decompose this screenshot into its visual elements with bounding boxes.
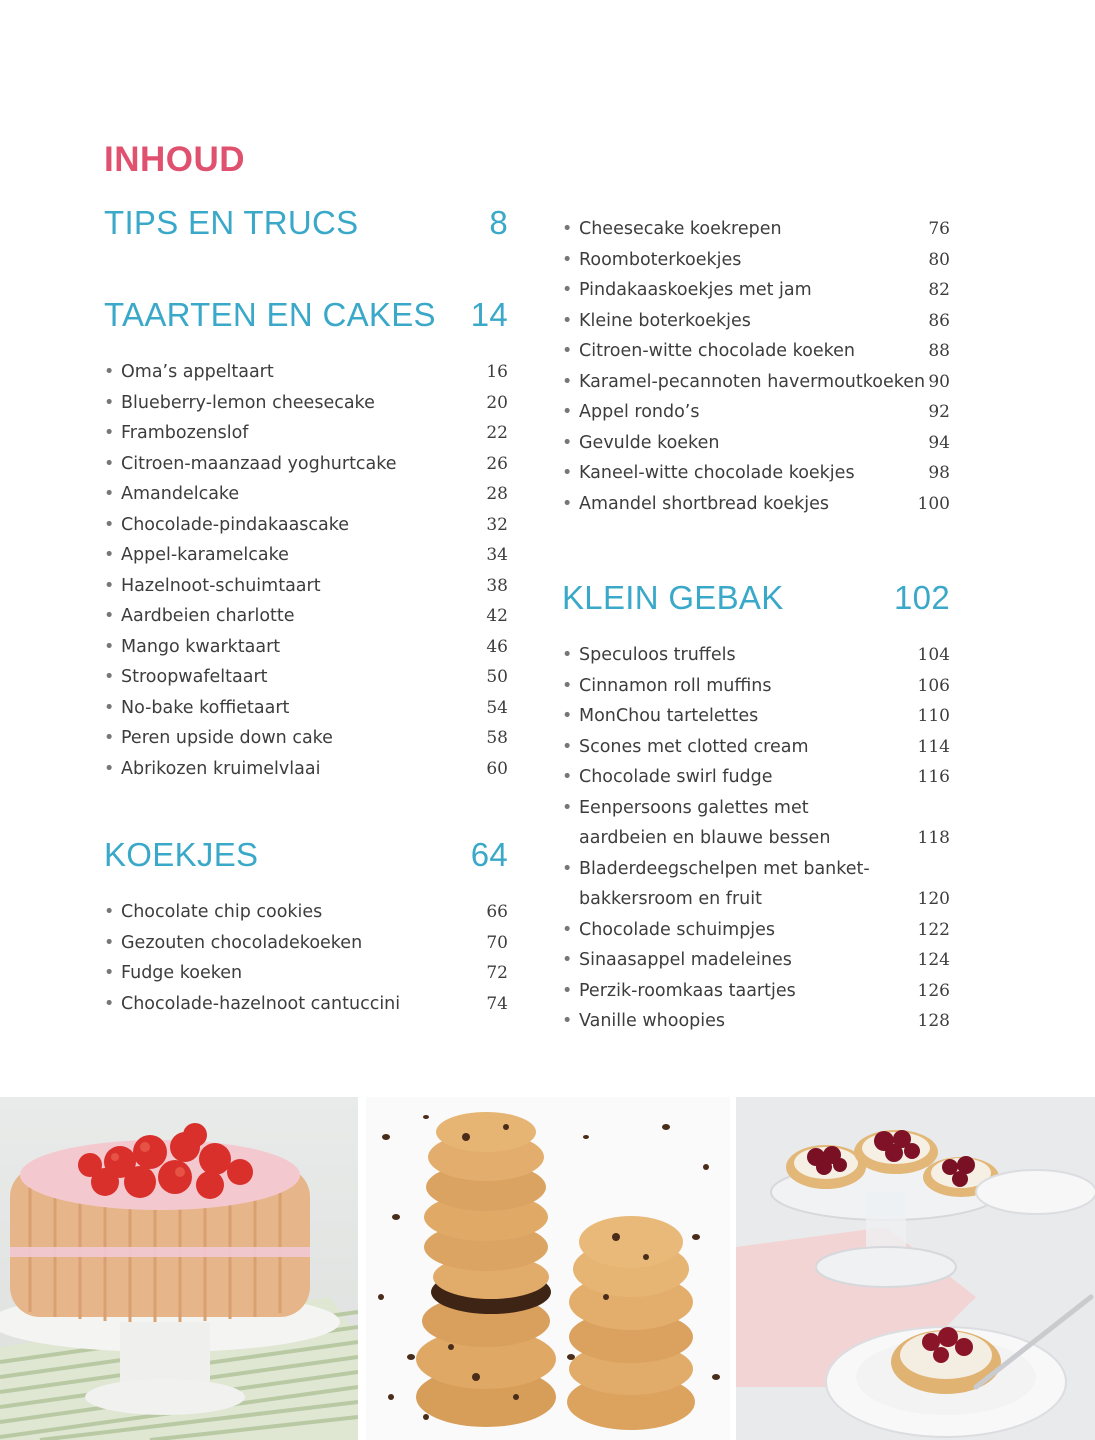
bullet-icon: • <box>562 341 573 361</box>
section-heading-klein-gebak[interactable] <box>562 573 950 623</box>
section-title: TIPS EN TRUCS <box>104 204 359 241</box>
bullet-icon: • <box>562 767 573 787</box>
taarten-list <box>104 357 508 784</box>
bullet-icon: • <box>104 963 115 983</box>
list-item[interactable]: • Blueberry-lemon cheesecake 20 <box>104 388 508 419</box>
list-item[interactable]: • Chocolade schuimpjes 122 <box>562 915 950 946</box>
list-item[interactable]: • Chocolade-hazelnoot cantuccini 74 <box>104 989 508 1020</box>
bullet-icon: • <box>104 545 115 565</box>
bullet-icon: • <box>562 675 573 696</box>
list-item[interactable]: • Sinaasappel madeleines 124 <box>562 945 950 976</box>
bullet-icon: • <box>104 932 115 953</box>
bullet-icon: • <box>104 453 115 474</box>
list-item[interactable]: • Chocolade swirl fudge 116 <box>562 762 950 793</box>
list-item[interactable]: • Roomboterkoekjes 80 <box>562 245 950 276</box>
list-item[interactable]: • Scones met clotted cream 114 <box>562 732 950 763</box>
bullet-icon: • <box>562 858 573 879</box>
bullet-icon: • <box>562 797 573 818</box>
list-item[interactable]: • Amandel shortbread koekjes 100 <box>562 489 950 520</box>
bullet-icon: • <box>104 697 115 718</box>
section-page: 64 <box>470 836 508 873</box>
bullet-icon: • <box>562 463 573 483</box>
list-item[interactable]: • Citroen-maanzaad yoghurtcake 26 <box>104 449 508 480</box>
tartelettes-photo <box>736 1097 1095 1440</box>
list-item[interactable]: • Vanille whoopies 128 <box>562 1006 950 1037</box>
bullet-icon: • <box>104 667 115 687</box>
bullet-icon: • <box>562 706 573 726</box>
bullet-icon: • <box>104 575 115 596</box>
list-item[interactable]: • Appel-karamelcake 34 <box>104 540 508 571</box>
list-item[interactable]: • Fudge koeken 72 <box>104 958 508 989</box>
section-page: 14 <box>470 296 508 333</box>
list-item[interactable]: • Amandelcake 28 <box>104 479 508 510</box>
section-heading-koekjes[interactable] <box>104 830 508 880</box>
bullet-icon: • <box>562 310 573 331</box>
list-item[interactable]: • Bladerdeegschelpen met banket-bakkersroom en fruit 120 <box>562 854 950 915</box>
bullet-icon: • <box>104 993 115 1014</box>
section-page: 8 <box>489 204 508 241</box>
list-item[interactable]: • Karamel-pecannoten havermoutkoeken 90 <box>562 367 950 398</box>
bullet-icon: • <box>562 493 573 514</box>
list-item[interactable]: • Speculoos truffels 104 <box>562 640 950 671</box>
section-title: TAARTEN EN CAKES <box>104 296 436 333</box>
charlotte-cake-photo <box>0 1097 358 1440</box>
list-item[interactable]: • Oma’s appeltaart 16 <box>104 357 508 388</box>
list-item[interactable]: • Frambozenslof 22 <box>104 418 508 449</box>
list-item[interactable]: • No-bake koffietaart 54 <box>104 693 508 724</box>
list-item[interactable]: • Chocolade-pindakaascake 32 <box>104 510 508 541</box>
section-title: KOEKJES <box>104 836 259 873</box>
list-item[interactable]: • Eenpersoons galettes met aardbeien en blauwe bessen 118 <box>562 793 950 854</box>
bullet-icon: • <box>104 392 115 413</box>
bullet-icon: • <box>562 402 573 422</box>
bullet-icon: • <box>104 758 115 779</box>
bullet-icon: • <box>562 980 573 1001</box>
list-item[interactable]: • Mango kwarktaart 46 <box>104 632 508 663</box>
list-item[interactable]: • Gezouten chocoladekoeken 70 <box>104 928 508 959</box>
bullet-icon: • <box>562 645 573 665</box>
cookies-photo <box>366 1097 730 1440</box>
klein-gebak-list <box>562 640 950 1037</box>
bullet-icon: • <box>104 902 115 922</box>
toc-left-column <box>104 198 508 1019</box>
bullet-icon: • <box>104 484 115 504</box>
section-page: 102 <box>894 579 950 616</box>
list-item[interactable]: • Cheesecake koekrepen 76 <box>562 214 950 245</box>
toc-right-column <box>562 214 950 1037</box>
bullet-icon: • <box>562 371 573 392</box>
list-item[interactable]: • MonChou tartelettes 110 <box>562 701 950 732</box>
bullet-icon: • <box>562 1011 573 1031</box>
page-title: INHOUD <box>104 140 246 179</box>
section-title: KLEIN GEBAK <box>562 579 784 616</box>
bullet-icon: • <box>562 219 573 239</box>
bullet-icon: • <box>104 728 115 748</box>
list-item[interactable]: • Citroen-witte chocolade koeken 88 <box>562 336 950 367</box>
list-item[interactable]: • Cinnamon roll muffins 106 <box>562 671 950 702</box>
list-item[interactable]: • Hazelnoot-schuimtaart 38 <box>104 571 508 602</box>
bullet-icon: • <box>562 280 573 300</box>
section-heading-tips[interactable] <box>104 198 508 248</box>
bullet-icon: • <box>562 432 573 453</box>
bullet-icon: • <box>562 950 573 970</box>
bullet-icon: • <box>104 636 115 657</box>
bullet-icon: • <box>562 919 573 940</box>
list-item[interactable]: • Kaneel-witte chocolade koekjes 98 <box>562 458 950 489</box>
list-item[interactable]: • Chocolate chip cookies 66 <box>104 897 508 928</box>
list-item[interactable]: • Stroopwafeltaart 50 <box>104 662 508 693</box>
list-item[interactable]: • Gevulde koeken 94 <box>562 428 950 459</box>
bullet-icon: • <box>562 249 573 270</box>
section-heading-taarten[interactable] <box>104 290 508 340</box>
bullet-icon: • <box>104 362 115 382</box>
photo-strip <box>0 1097 1095 1440</box>
list-item[interactable]: • Abrikozen kruimelvlaai 60 <box>104 754 508 785</box>
koekjes-list <box>104 897 508 1019</box>
bullet-icon: • <box>104 514 115 535</box>
list-item[interactable]: • Perzik-roomkaas taartjes 126 <box>562 976 950 1007</box>
bullet-icon: • <box>562 736 573 757</box>
bullet-icon: • <box>104 423 115 443</box>
list-item[interactable]: • Kleine boterkoekjes 86 <box>562 306 950 337</box>
list-item[interactable]: • Appel rondo’s 92 <box>562 397 950 428</box>
list-item[interactable]: • Pindakaaskoekjes met jam 82 <box>562 275 950 306</box>
list-item[interactable]: • Aardbeien charlotte 42 <box>104 601 508 632</box>
koekjes-continued-list <box>562 214 950 519</box>
bullet-icon: • <box>104 606 115 626</box>
list-item[interactable]: • Peren upside down cake 58 <box>104 723 508 754</box>
